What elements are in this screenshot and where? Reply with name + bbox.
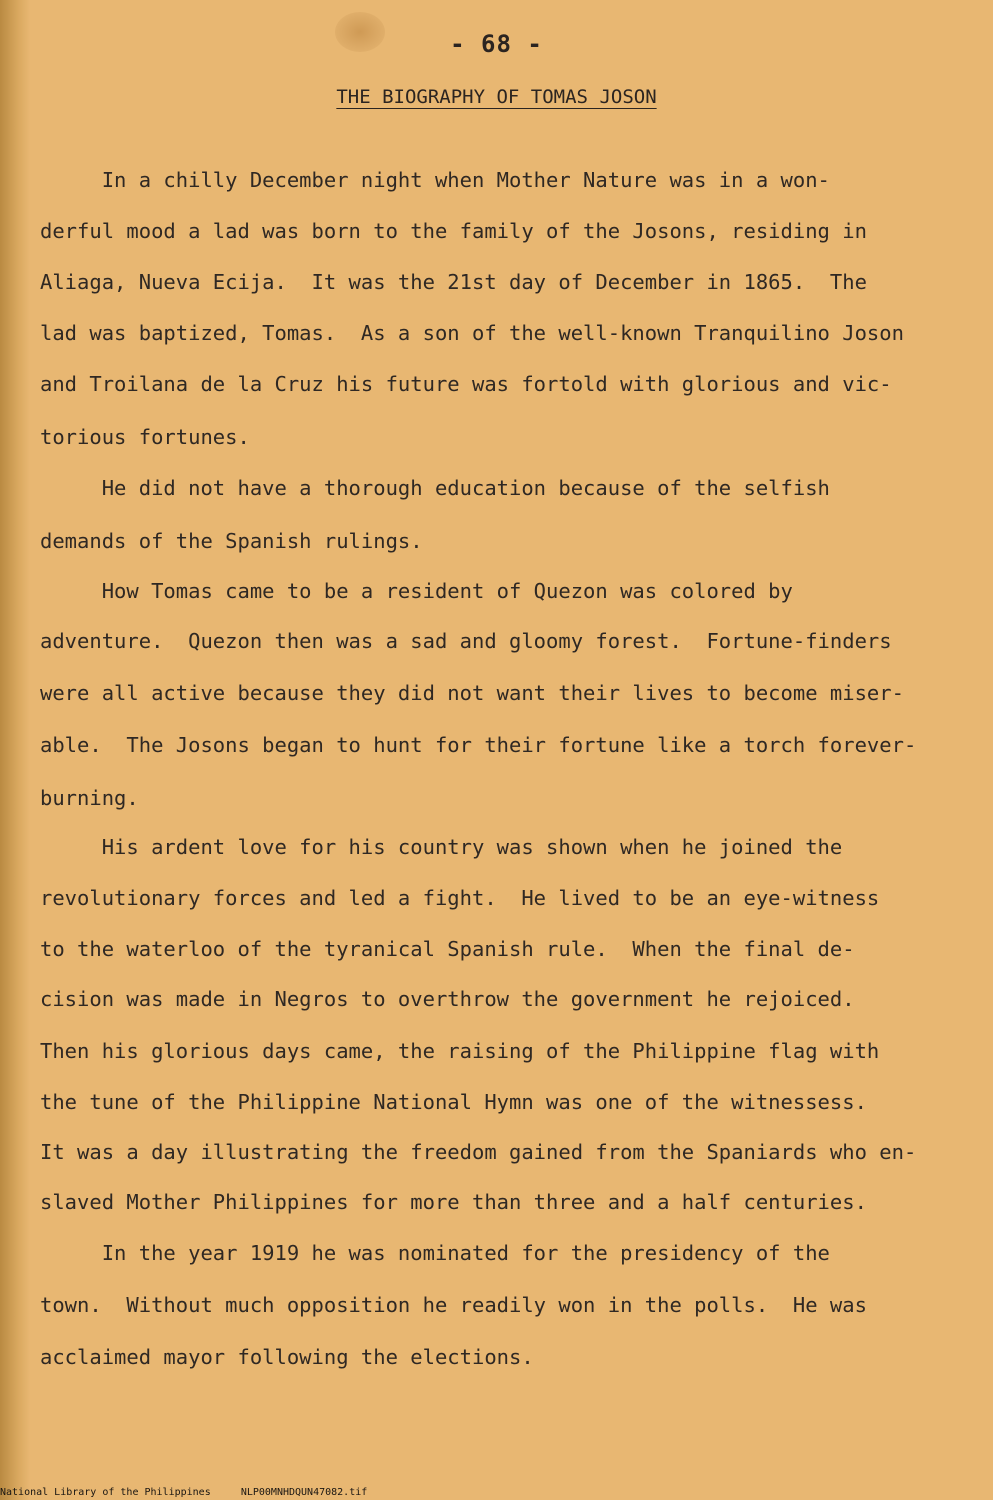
body-line: He did not have a thorough education because of the selfish — [40, 476, 830, 500]
body-line: His ardent love for his country was shown when he joined the — [40, 835, 843, 859]
body-line: and Troilana de la Cruz his future was fortold with glorious and vic- — [40, 372, 892, 396]
body-line: were all active because they did not want their lives to become miser- — [40, 681, 904, 705]
body-line: slaved Mother Philippines for more than three and a half centuries. — [40, 1190, 867, 1214]
body-line: revolutionary forces and led a fight. He lived to be an eye-witness — [40, 886, 880, 910]
page-title — [0, 86, 993, 108]
body-line: How Tomas came to be a resident of Quezon was colored by — [40, 579, 793, 603]
body-line: In the year 1919 he was nominated for the presidency of the — [40, 1241, 830, 1265]
body-line: able. The Josons began to hunt for their fortune like a torch forever- — [40, 733, 917, 757]
body-line: Aliaga, Nueva Ecija. It was the 21st day of December in 1865. The — [40, 270, 867, 294]
page-number: - 68 - — [450, 30, 543, 58]
body-line: acclaimed mayor following the elections. — [40, 1345, 534, 1369]
body-line: It was a day illustrating the freedom gained from the Spaniards who en- — [40, 1140, 917, 1164]
body-line: lad was baptized, Tomas. As a son of the well-known Tranquilino Joson — [40, 321, 904, 345]
body-line: town. Without much opposition he readily won in the polls. He was — [40, 1293, 867, 1317]
body-line: derful mood a lad was born to the family of the Josons, residing in — [40, 219, 867, 243]
body-line: adventure. Quezon then was a sad and gloomy forest. Fortune-finders — [40, 629, 892, 653]
body-line: In a chilly December night when Mother Nature was in a won- — [40, 168, 830, 192]
body-line: torious fortunes. — [40, 425, 250, 449]
body-line: burning. — [40, 786, 139, 810]
title-text: THE BIOGRAPHY OF TOMAS JOSON — [336, 86, 657, 108]
body-line: the tune of the Philippine National Hymn was one of the witnessess. — [40, 1090, 867, 1114]
scan-footer: National Library of the Philippines NLP00MNHDQUN47082.tif — [0, 1487, 368, 1498]
body-line: Then his glorious days came, the raising of the Philippine flag with — [40, 1039, 880, 1063]
page-edge-shadow — [0, 0, 30, 1500]
body-line: to the waterloo of the tyranical Spanish rule. When the final de- — [40, 937, 855, 961]
body-line: cision was made in Negros to overthrow the government he rejoiced. — [40, 987, 855, 1011]
body-line: demands of the Spanish rulings. — [40, 529, 423, 553]
